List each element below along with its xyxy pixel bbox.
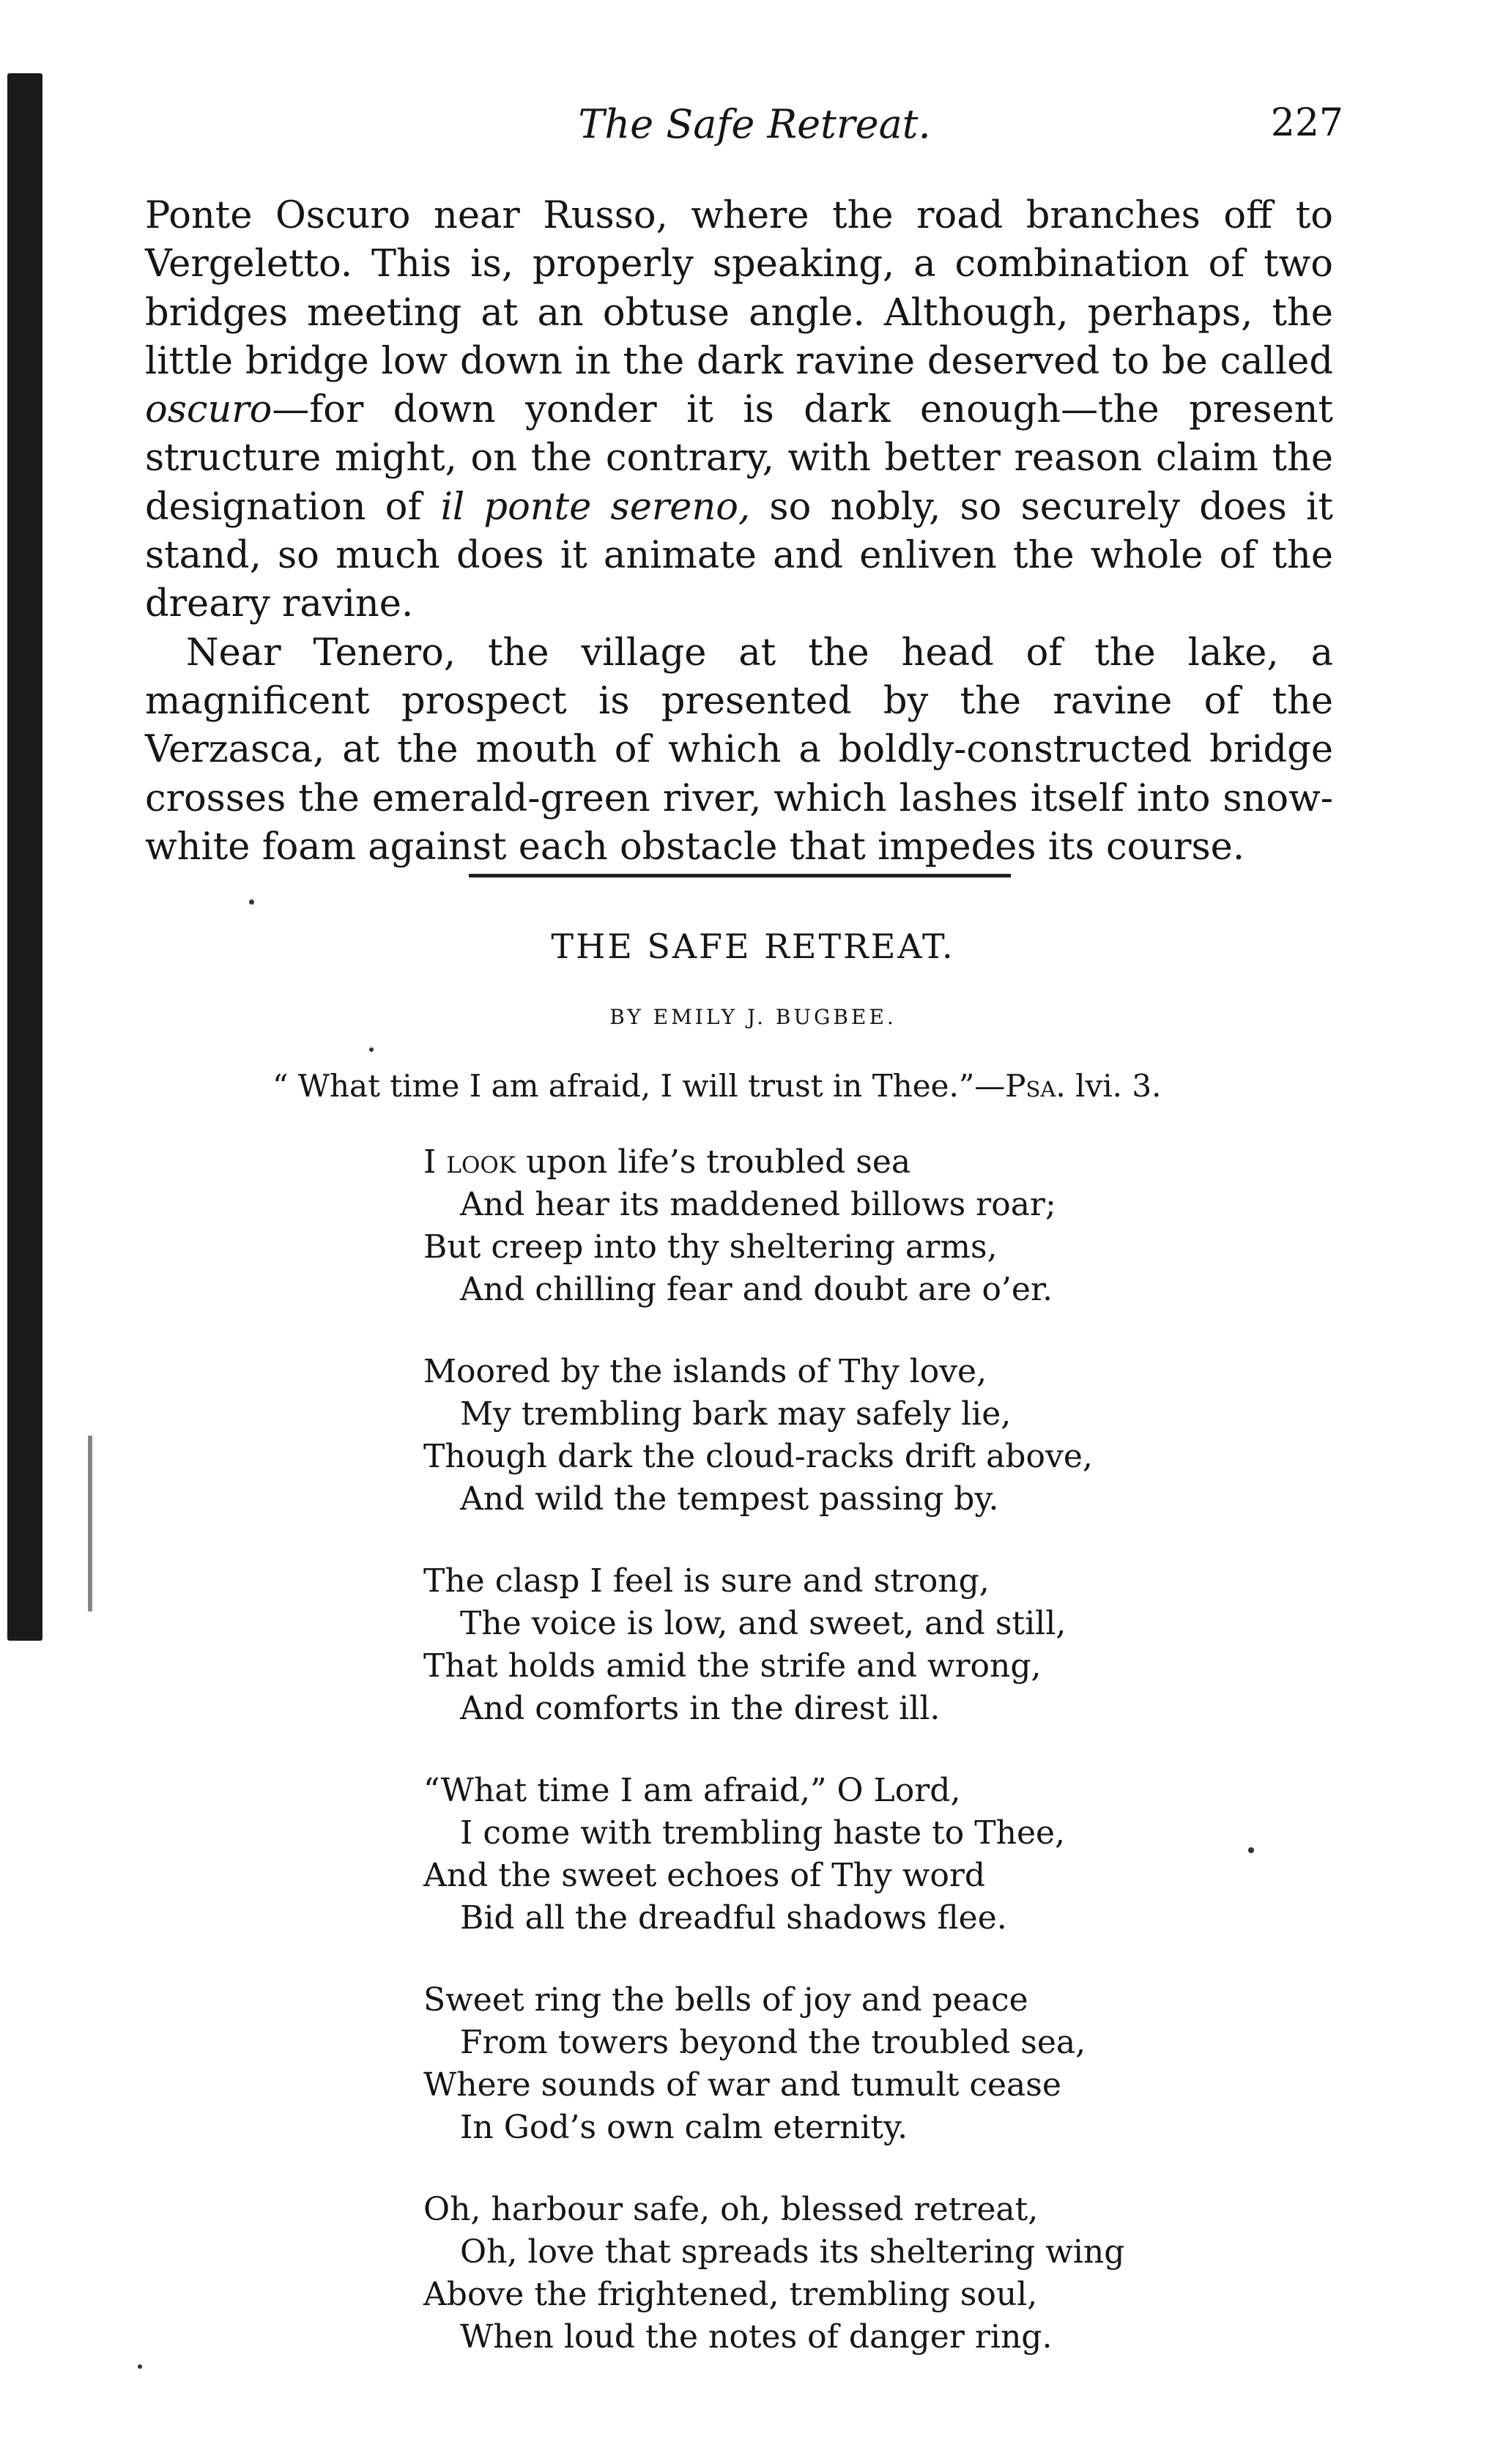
poem-line — [423, 1141, 1124, 1184]
prose-paragraph-1 — [145, 192, 1333, 629]
epigraph-verse: lvi. 3. — [1065, 1068, 1162, 1104]
section-divider — [469, 874, 1011, 877]
poem-line: Bid all the dreadful shadows flee. — [460, 1899, 1007, 1937]
prose-p1-part-b: —for down yonder it is dark enough—the present structure might, on the contrary, with better reason claim the designation of — [145, 388, 1333, 529]
page-number: 227 — [1270, 101, 1343, 145]
poem-line: In God’s own calm eternity. — [460, 2109, 908, 2146]
stanza-2 — [423, 1351, 1124, 1521]
line-start: I — [423, 1143, 447, 1181]
prose-paragraph-2: Near Tenero, the village at the head of the lake, a magnificent prospect is presented by the ravine of the Verzasca, at the mouth of which a boldly-constructed bridge crosses the emerald-green river, which lashes itself into snow-white foam against each obstacle that impedes its course. — [145, 631, 1333, 869]
poem-line: And the sweet echoes of Thy word — [423, 1857, 986, 1894]
ink-speck — [138, 2364, 142, 2369]
poem-line: Though dark the cloud-racks drift above, — [423, 1438, 1093, 1475]
poem-line: That holds amid the strife and wrong, — [423, 1647, 1042, 1685]
poem-line: Above the frightened, trembling soul, — [423, 2276, 1038, 2313]
line-rest: upon life’s troubled sea — [515, 1143, 911, 1181]
prose-p1-italic-oscuro: oscuro — [145, 388, 272, 432]
poem-line: Moored by the islands of Thy love, — [423, 1353, 987, 1390]
ink-speck — [1248, 1847, 1254, 1853]
poem-line: The voice is low, and sweet, and still, — [460, 1605, 1067, 1642]
epigraph-reference: Psa. — [1005, 1068, 1066, 1104]
stanza-3 — [423, 1560, 1124, 1730]
poem-line: When loud the notes of danger ring. — [460, 2318, 1053, 2356]
poem-author: BY EMILY J. BUGBEE. — [609, 1005, 897, 1029]
prose-p1-part-c: so nobly, so securely does it stand, so much does it animate and enliven the whole of the dreary ravine. — [145, 485, 1333, 626]
running-title: The Safe Retreat. — [578, 101, 931, 147]
poem-line: From towers beyond the troubled sea, — [460, 2024, 1086, 2061]
poem-line: And wild the tempest passing by. — [460, 1480, 999, 1518]
poem-line: “What time I am afraid,” O Lord, — [423, 1772, 961, 1809]
poem-line: Where sounds of war and tumult cease — [423, 2066, 1061, 2104]
poem-line: Oh, harbour safe, oh, blessed retreat, — [423, 2191, 1039, 2228]
epigraph-text: “ What time I am afraid, I will trust in Thee.”— — [272, 1068, 1006, 1104]
stanza-4 — [423, 1770, 1124, 1940]
binding-edge-mark — [88, 1436, 92, 1611]
poem-line: And chilling fear and doubt are o’er. — [460, 1271, 1053, 1308]
poem-line: Oh, love that spreads its sheltering wing — [460, 2233, 1125, 2271]
stanza-5 — [423, 1979, 1124, 2149]
poem-line: My trembling bark may safely lie, — [460, 1395, 1012, 1433]
poem-body — [423, 1141, 1124, 2398]
poem-line: Sweet ring the bells of joy and peace — [423, 1981, 1028, 2019]
poem-line: I come with trembling haste to Thee, — [460, 1814, 1066, 1852]
stanza-1 — [423, 1141, 1124, 1311]
poem-line: And hear its maddened billows roar; — [460, 1186, 1056, 1223]
binding-shadow — [7, 73, 42, 1641]
prose-body — [145, 192, 1333, 872]
page-header — [0, 101, 1506, 167]
poem-line: But creep into thy sheltering arms, — [423, 1228, 998, 1266]
poem-line: The clasp I feel is sure and strong, — [423, 1562, 990, 1600]
ink-speck — [249, 899, 254, 905]
prose-p1-part-a: Ponte Oscuro near Russo, where the road branches off to Vergeletto. This is, properly speaking, a combination of two bridges meeting at an obtuse angle. Although, perhaps, the little bridge low down in the dark ravine deserved to be called — [145, 194, 1333, 383]
poem-epigraph — [272, 1068, 1161, 1104]
ink-speck — [369, 1047, 374, 1052]
prose-p1-italic-ponte-sereno: il ponte sereno, — [440, 485, 751, 529]
line-small-caps: look — [446, 1143, 516, 1181]
poem-line: And comforts in the direst ill. — [460, 1690, 941, 1727]
poem-title: THE SAFE RETREAT. — [551, 927, 955, 966]
stanza-6 — [423, 2189, 1124, 2359]
